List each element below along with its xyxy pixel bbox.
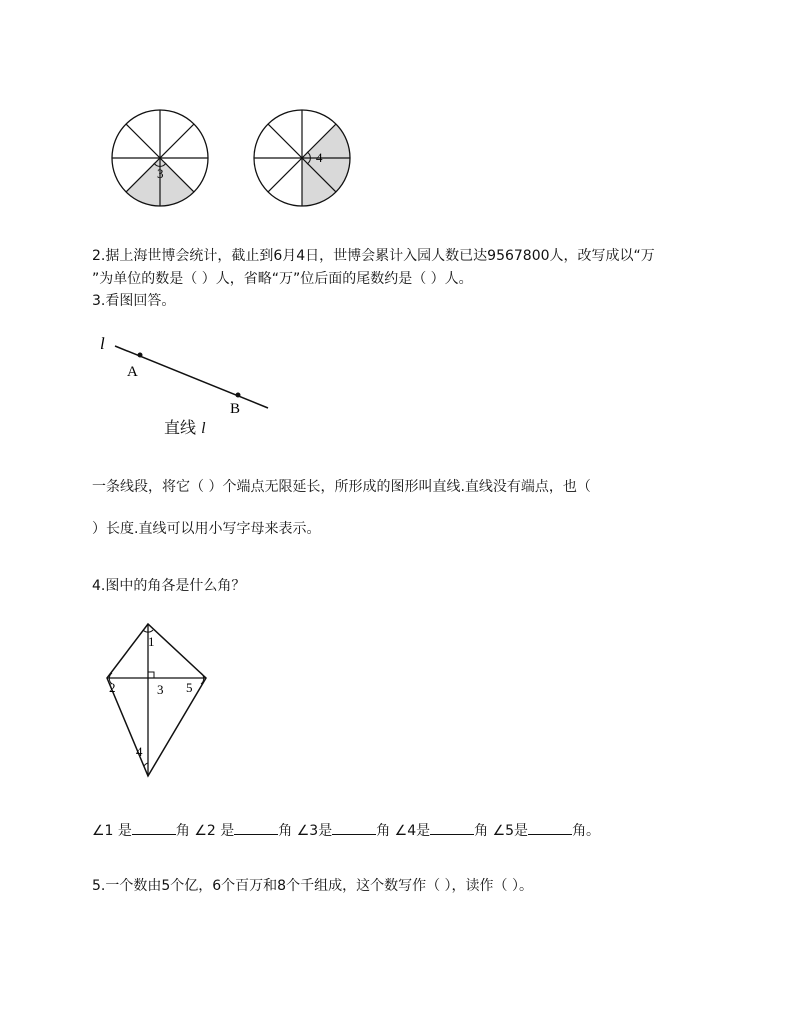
- answer-2-blank[interactable]: [234, 820, 278, 835]
- answer-3-prefix: ∠3是: [296, 823, 333, 839]
- answer-4-blank[interactable]: [430, 820, 474, 835]
- q3-text1: 一条线段，将它（ ）个端点无限延长，所形成的图形叫直线.直线没有端点，也（: [92, 479, 591, 495]
- q2-line2: ”为单位的数是（ ）人，省略“万”位后面的尾数约是（ ）人。: [92, 271, 473, 287]
- line-caption-prefix: 直线: [164, 418, 197, 437]
- answer-2-suffix: 角: [278, 823, 293, 839]
- answer-1-prefix: ∠1 是: [92, 823, 132, 839]
- circle-diagram-left: [110, 108, 214, 212]
- circle-left-label: 3: [157, 166, 164, 181]
- point-a-dot: [138, 353, 143, 358]
- answer-2-prefix: ∠2 是: [194, 823, 235, 839]
- answer-5-prefix: ∠5是: [492, 823, 529, 839]
- answer-3-suffix: 角: [376, 823, 391, 839]
- circle-diagram-right: [252, 108, 356, 212]
- q3-title: 3.看图回答。: [92, 293, 176, 309]
- point-b-label: B: [230, 401, 241, 417]
- line-label-l: l: [100, 334, 105, 353]
- q4-title: 4.图中的角各是什么角？: [92, 578, 246, 594]
- shaded-sector-right-2: [302, 124, 350, 158]
- line-caption-var: l: [201, 420, 206, 437]
- angle-label-2: 2: [109, 680, 116, 695]
- q4-answers: [92, 820, 600, 840]
- answer-5-blank[interactable]: [528, 820, 572, 835]
- line-caption: [164, 418, 206, 439]
- angle-label-5: 5: [186, 680, 193, 695]
- answer-4-suffix: 角: [474, 823, 489, 839]
- q5-text: 5.一个数由5个亿，6个百万和8个千组成，这个数写作（ ），读作（ ）。: [92, 878, 533, 894]
- answer-1-blank[interactable]: [132, 820, 176, 835]
- kite-diagram: [98, 620, 213, 780]
- answer-5-suffix: 角。: [572, 823, 601, 839]
- q2-line1: 2.据上海世博会统计，截止到6月4日，世博会累计入园人数已达9567800人，改写成以“万: [92, 248, 655, 264]
- shaded-sector-left-2: [126, 158, 160, 206]
- circle-right-label: 4: [316, 150, 323, 165]
- answer-1-suffix: 角: [175, 823, 190, 839]
- answer-3-blank[interactable]: [332, 820, 376, 835]
- angle-label-4: 4: [136, 744, 143, 759]
- q3-text2: ）长度.直线可以用小写字母来表示。: [92, 521, 321, 537]
- angle-label-3: 3: [157, 682, 164, 697]
- point-b-dot: [236, 393, 241, 398]
- angle-label-1: 1: [148, 634, 155, 649]
- point-a-label: A: [127, 364, 138, 380]
- shaded-sector-left-1: [160, 158, 194, 206]
- answer-4-prefix: ∠4是: [394, 823, 431, 839]
